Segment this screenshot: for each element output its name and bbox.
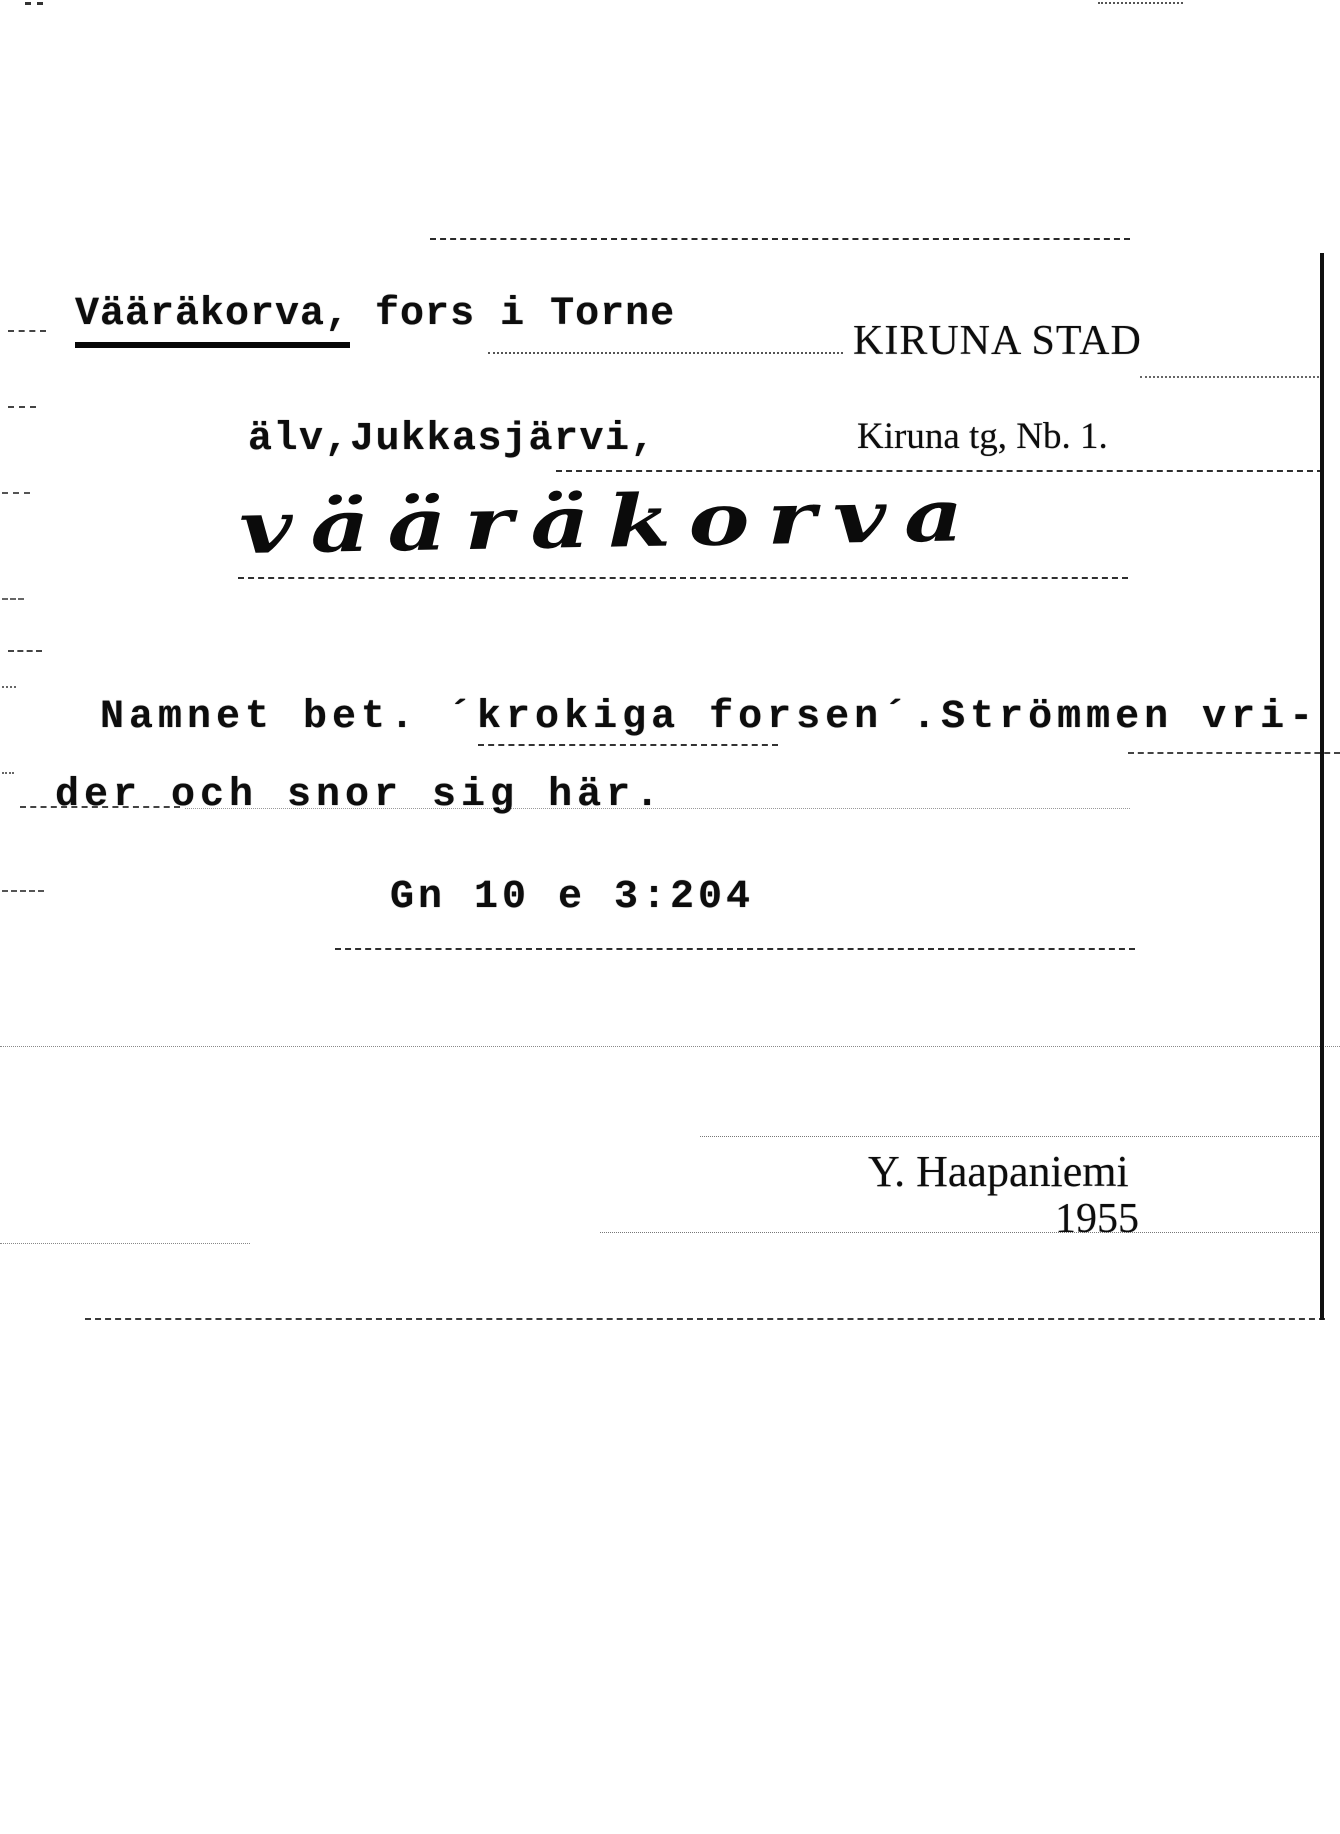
ruled-line	[1098, 2, 1183, 4]
stamp-district: KIRUNA STAD	[853, 318, 1142, 364]
ruled-line	[0, 1243, 250, 1244]
card-bottom-edge	[85, 1318, 1325, 1320]
definition-line1: Namnet bet. ´krokiga forsen´.Strömmen vri-	[100, 695, 1319, 740]
reference-code: Gn 10 e 3:204	[390, 875, 755, 920]
ruled-line	[2, 890, 44, 892]
ruled-line	[556, 470, 1323, 472]
ruled-line	[0, 1046, 1340, 1047]
ruled-line	[2, 686, 16, 688]
ruled-line	[430, 238, 1130, 240]
signature-year: 1955	[1055, 1196, 1139, 1242]
definition-line2: der och snor sig här.	[55, 773, 665, 818]
handwritten-name: vääräkorva	[238, 472, 982, 570]
ruled-line	[600, 1232, 1323, 1233]
entry-headword: Vääräkorva,	[75, 292, 350, 348]
ruled-line	[8, 650, 42, 652]
ruled-line	[25, 2, 43, 5]
entry-headword-line	[75, 292, 676, 337]
stamp-office: Kiruna tg, Nb. 1.	[857, 416, 1108, 457]
ruled-line	[2, 492, 30, 494]
signature-name: Y. Haapaniemi	[868, 1147, 1129, 1196]
ruled-line	[335, 948, 1135, 950]
ruled-line	[700, 1136, 1323, 1137]
ruled-line	[238, 577, 1128, 579]
ruled-line	[488, 352, 843, 354]
ruled-line	[8, 330, 46, 332]
ruled-line	[478, 744, 778, 746]
ruled-line	[2, 772, 14, 774]
ruled-line	[8, 406, 36, 408]
entry-line2: älv,Jukkasjärvi,	[248, 417, 657, 462]
ruled-line	[2, 598, 24, 600]
margin-vertical-rule	[1320, 253, 1324, 1320]
ruled-line	[1128, 752, 1340, 754]
entry-headword-rest: fors i Torne	[350, 292, 676, 337]
ruled-line	[1140, 376, 1323, 378]
